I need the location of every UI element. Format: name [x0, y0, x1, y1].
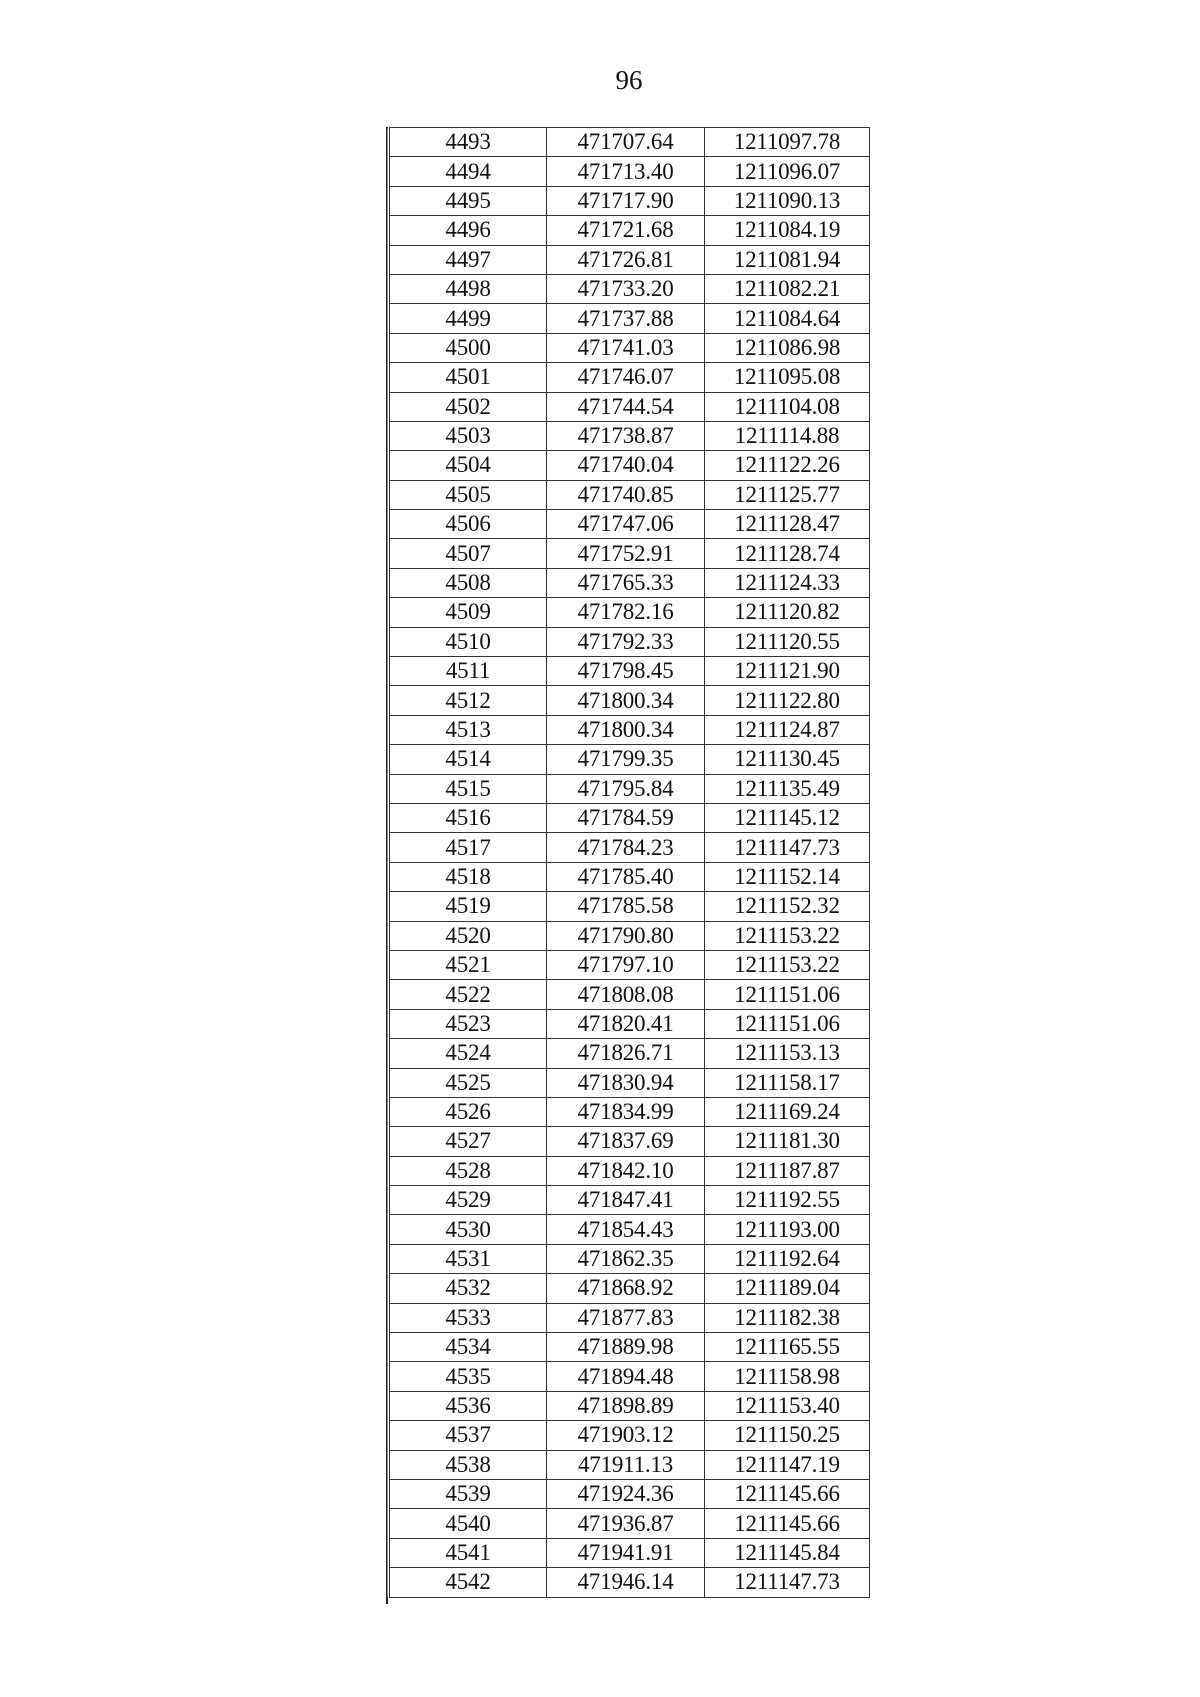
y-coordinate-cell: 1211114.88 [704, 421, 869, 450]
point-number-cell: 4516 [390, 803, 547, 832]
point-number-cell: 4520 [390, 921, 547, 950]
table-row [390, 627, 870, 656]
y-coordinate-cell: 1211153.22 [704, 950, 869, 979]
table-row [390, 598, 870, 627]
y-coordinate-cell: 1211152.32 [704, 892, 869, 921]
table-row [390, 363, 870, 392]
x-coordinate-cell: 471903.12 [547, 1421, 705, 1450]
point-number-cell: 4493 [390, 128, 547, 157]
x-coordinate-cell: 471898.89 [547, 1391, 705, 1420]
point-number-cell: 4510 [390, 627, 547, 656]
x-coordinate-cell: 471830.94 [547, 1068, 705, 1097]
y-coordinate-cell: 1211096.07 [704, 157, 869, 186]
x-coordinate-cell: 471741.03 [547, 333, 705, 362]
point-number-cell: 4502 [390, 392, 547, 421]
x-coordinate-cell: 471889.98 [547, 1333, 705, 1362]
table-row [390, 451, 870, 480]
table-row [390, 421, 870, 450]
y-coordinate-cell: 1211147.19 [704, 1450, 869, 1479]
y-coordinate-cell: 1211082.21 [704, 274, 869, 303]
table-row [390, 1479, 870, 1508]
point-number-cell: 4515 [390, 774, 547, 803]
page-number: 96 [615, 65, 643, 95]
table-row [390, 510, 870, 539]
y-coordinate-cell: 1211158.17 [704, 1068, 869, 1097]
point-number-cell: 4518 [390, 862, 547, 891]
x-coordinate-cell: 471799.35 [547, 745, 705, 774]
table-row [390, 568, 870, 597]
table-row [390, 833, 870, 862]
point-number-cell: 4526 [390, 1097, 547, 1126]
y-coordinate-cell: 1211147.73 [704, 1568, 869, 1597]
y-coordinate-cell: 1211124.33 [704, 568, 869, 597]
x-coordinate-cell: 471792.33 [547, 627, 705, 656]
x-coordinate-cell: 471800.34 [547, 686, 705, 715]
point-number-cell: 4495 [390, 186, 547, 215]
y-coordinate-cell: 1211192.55 [704, 1186, 869, 1215]
y-coordinate-cell: 1211158.98 [704, 1362, 869, 1391]
x-coordinate-cell: 471936.87 [547, 1509, 705, 1538]
table-row [390, 1421, 870, 1450]
table-row [390, 480, 870, 509]
table-row [390, 1127, 870, 1156]
x-coordinate-cell: 471868.92 [547, 1274, 705, 1303]
y-coordinate-cell: 1211182.38 [704, 1303, 869, 1332]
y-coordinate-cell: 1211189.04 [704, 1274, 869, 1303]
x-coordinate-cell: 471847.41 [547, 1186, 705, 1215]
point-number-cell: 4505 [390, 480, 547, 509]
table-row [390, 1538, 870, 1567]
x-coordinate-cell: 471795.84 [547, 774, 705, 803]
y-coordinate-cell: 1211128.47 [704, 510, 869, 539]
y-coordinate-cell: 1211104.08 [704, 392, 869, 421]
point-number-cell: 4508 [390, 568, 547, 597]
y-coordinate-cell: 1211193.00 [704, 1215, 869, 1244]
x-coordinate-cell: 471744.54 [547, 392, 705, 421]
table-row [390, 1068, 870, 1097]
y-coordinate-cell: 1211187.87 [704, 1156, 869, 1185]
x-coordinate-cell: 471826.71 [547, 1039, 705, 1068]
table-row [390, 216, 870, 245]
x-coordinate-cell: 471798.45 [547, 657, 705, 686]
y-coordinate-cell: 1211086.98 [704, 333, 869, 362]
point-number-cell: 4507 [390, 539, 547, 568]
point-number-cell: 4537 [390, 1421, 547, 1450]
y-coordinate-cell: 1211084.64 [704, 304, 869, 333]
coordinates-table-body [390, 128, 870, 1598]
point-number-cell: 4506 [390, 510, 547, 539]
table-row [390, 862, 870, 891]
table-row [390, 950, 870, 979]
y-coordinate-cell: 1211081.94 [704, 245, 869, 274]
y-coordinate-cell: 1211124.87 [704, 715, 869, 744]
point-number-cell: 4532 [390, 1274, 547, 1303]
table-row [390, 1509, 870, 1538]
point-number-cell: 4499 [390, 304, 547, 333]
y-coordinate-cell: 1211150.25 [704, 1421, 869, 1450]
table-row [390, 774, 870, 803]
x-coordinate-cell: 471784.23 [547, 833, 705, 862]
y-coordinate-cell: 1211165.55 [704, 1333, 869, 1362]
x-coordinate-cell: 471797.10 [547, 950, 705, 979]
x-coordinate-cell: 471834.99 [547, 1097, 705, 1126]
table-row [390, 1009, 870, 1038]
table-left-double-rule [386, 127, 388, 1604]
y-coordinate-cell: 1211095.08 [704, 363, 869, 392]
y-coordinate-cell: 1211147.73 [704, 833, 869, 862]
x-coordinate-cell: 471785.40 [547, 862, 705, 891]
point-number-cell: 4523 [390, 1009, 547, 1038]
table-row [390, 1391, 870, 1420]
point-number-cell: 4500 [390, 333, 547, 362]
y-coordinate-cell: 1211145.12 [704, 803, 869, 832]
point-number-cell: 4509 [390, 598, 547, 627]
table-row [390, 392, 870, 421]
x-coordinate-cell: 471746.07 [547, 363, 705, 392]
y-coordinate-cell: 1211153.13 [704, 1039, 869, 1068]
table-row [390, 1186, 870, 1215]
y-coordinate-cell: 1211097.78 [704, 128, 869, 157]
point-number-cell: 4501 [390, 363, 547, 392]
y-coordinate-cell: 1211128.74 [704, 539, 869, 568]
point-number-cell: 4512 [390, 686, 547, 715]
x-coordinate-cell: 471785.58 [547, 892, 705, 921]
table-row [390, 892, 870, 921]
table-row [390, 1450, 870, 1479]
table-row [390, 186, 870, 215]
y-coordinate-cell: 1211121.90 [704, 657, 869, 686]
point-number-cell: 4503 [390, 421, 547, 450]
x-coordinate-cell: 471894.48 [547, 1362, 705, 1391]
x-coordinate-cell: 471737.88 [547, 304, 705, 333]
point-number-cell: 4504 [390, 451, 547, 480]
point-number-cell: 4533 [390, 1303, 547, 1332]
x-coordinate-cell: 471721.68 [547, 216, 705, 245]
point-number-cell: 4522 [390, 980, 547, 1009]
x-coordinate-cell: 471782.16 [547, 598, 705, 627]
point-number-cell: 4534 [390, 1333, 547, 1362]
table-row [390, 1156, 870, 1185]
x-coordinate-cell: 471946.14 [547, 1568, 705, 1597]
point-number-cell: 4528 [390, 1156, 547, 1185]
x-coordinate-cell: 471820.41 [547, 1009, 705, 1038]
x-coordinate-cell: 471854.43 [547, 1215, 705, 1244]
y-coordinate-cell: 1211153.40 [704, 1391, 869, 1420]
table-row [390, 980, 870, 1009]
coordinates-table [389, 127, 870, 1598]
x-coordinate-cell: 471862.35 [547, 1244, 705, 1273]
table-row [390, 1568, 870, 1597]
x-coordinate-cell: 471837.69 [547, 1127, 705, 1156]
x-coordinate-cell: 471747.06 [547, 510, 705, 539]
point-number-cell: 4540 [390, 1509, 547, 1538]
y-coordinate-cell: 1211122.80 [704, 686, 869, 715]
table-row [390, 803, 870, 832]
x-coordinate-cell: 471717.90 [547, 186, 705, 215]
y-coordinate-cell: 1211192.64 [704, 1244, 869, 1273]
table-row [390, 304, 870, 333]
x-coordinate-cell: 471877.83 [547, 1303, 705, 1332]
y-coordinate-cell: 1211151.06 [704, 980, 869, 1009]
x-coordinate-cell: 471784.59 [547, 803, 705, 832]
x-coordinate-cell: 471752.91 [547, 539, 705, 568]
y-coordinate-cell: 1211084.19 [704, 216, 869, 245]
point-number-cell: 4536 [390, 1391, 547, 1420]
y-coordinate-cell: 1211153.22 [704, 921, 869, 950]
y-coordinate-cell: 1211181.30 [704, 1127, 869, 1156]
point-number-cell: 4530 [390, 1215, 547, 1244]
point-number-cell: 4524 [390, 1039, 547, 1068]
y-coordinate-cell: 1211145.66 [704, 1509, 869, 1538]
point-number-cell: 4514 [390, 745, 547, 774]
y-coordinate-cell: 1211169.24 [704, 1097, 869, 1126]
table-row [390, 157, 870, 186]
x-coordinate-cell: 471842.10 [547, 1156, 705, 1185]
table-row [390, 1215, 870, 1244]
table-row [390, 1303, 870, 1332]
point-number-cell: 4539 [390, 1479, 547, 1508]
x-coordinate-cell: 471740.04 [547, 451, 705, 480]
point-number-cell: 4529 [390, 1186, 547, 1215]
table-row [390, 539, 870, 568]
x-coordinate-cell: 471924.36 [547, 1479, 705, 1508]
x-coordinate-cell: 471740.85 [547, 480, 705, 509]
x-coordinate-cell: 471790.80 [547, 921, 705, 950]
y-coordinate-cell: 1211145.66 [704, 1479, 869, 1508]
table-row [390, 1244, 870, 1273]
x-coordinate-cell: 471765.33 [547, 568, 705, 597]
table-row [390, 715, 870, 744]
x-coordinate-cell: 471733.20 [547, 274, 705, 303]
point-number-cell: 4513 [390, 715, 547, 744]
x-coordinate-cell: 471738.87 [547, 421, 705, 450]
point-number-cell: 4494 [390, 157, 547, 186]
y-coordinate-cell: 1211120.82 [704, 598, 869, 627]
point-number-cell: 4511 [390, 657, 547, 686]
y-coordinate-cell: 1211120.55 [704, 627, 869, 656]
y-coordinate-cell: 1211125.77 [704, 480, 869, 509]
y-coordinate-cell: 1211090.13 [704, 186, 869, 215]
table-row [390, 128, 870, 157]
table-row [390, 921, 870, 950]
point-number-cell: 4519 [390, 892, 547, 921]
y-coordinate-cell: 1211152.14 [704, 862, 869, 891]
y-coordinate-cell: 1211122.26 [704, 451, 869, 480]
x-coordinate-cell: 471800.34 [547, 715, 705, 744]
table-row [390, 274, 870, 303]
point-number-cell: 4525 [390, 1068, 547, 1097]
table-row [390, 1097, 870, 1126]
point-number-cell: 4531 [390, 1244, 547, 1273]
x-coordinate-cell: 471911.13 [547, 1450, 705, 1479]
x-coordinate-cell: 471713.40 [547, 157, 705, 186]
table-row [390, 245, 870, 274]
point-number-cell: 4541 [390, 1538, 547, 1567]
table-row [390, 686, 870, 715]
x-coordinate-cell: 471707.64 [547, 128, 705, 157]
x-coordinate-cell: 471726.81 [547, 245, 705, 274]
x-coordinate-cell: 471941.91 [547, 1538, 705, 1567]
y-coordinate-cell: 1211130.45 [704, 745, 869, 774]
point-number-cell: 4496 [390, 216, 547, 245]
table-row [390, 1333, 870, 1362]
point-number-cell: 4527 [390, 1127, 547, 1156]
y-coordinate-cell: 1211151.06 [704, 1009, 869, 1038]
table-row [390, 1362, 870, 1391]
point-number-cell: 4535 [390, 1362, 547, 1391]
table-row [390, 745, 870, 774]
table-row [390, 657, 870, 686]
point-number-cell: 4542 [390, 1568, 547, 1597]
table-row [390, 1039, 870, 1068]
point-number-cell: 4517 [390, 833, 547, 862]
point-number-cell: 4521 [390, 950, 547, 979]
point-number-cell: 4498 [390, 274, 547, 303]
x-coordinate-cell: 471808.08 [547, 980, 705, 1009]
point-number-cell: 4538 [390, 1450, 547, 1479]
y-coordinate-cell: 1211135.49 [704, 774, 869, 803]
y-coordinate-cell: 1211145.84 [704, 1538, 869, 1567]
point-number-cell: 4497 [390, 245, 547, 274]
table-row [390, 333, 870, 362]
table-row [390, 1274, 870, 1303]
